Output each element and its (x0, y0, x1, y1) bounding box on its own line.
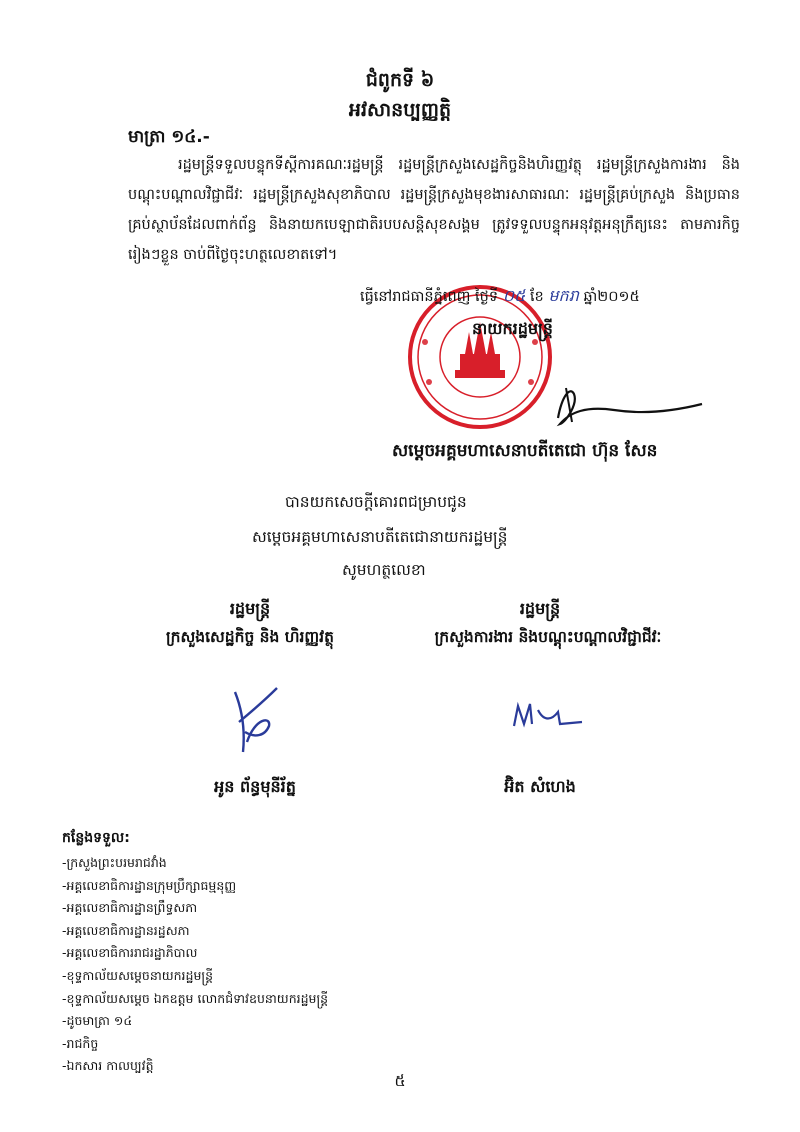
article-label: មាត្រា ១៤.- (128, 127, 210, 147)
cc-item: -រាជកិច្ច (62, 1035, 99, 1051)
submission-line-1: បានយកសេចក្ដីគោរពជម្រាបជូន (285, 493, 467, 511)
minister-2-ministry: ក្រសួងការងារ និងបណ្ដុះបណ្ដាលវិជ្ជាជីវៈ (434, 628, 662, 646)
submission-line-2: សម្ដេចអគ្គមហាសេនាបតីតេជោនាយករដ្ឋមន្ត្រី (252, 528, 508, 546)
cc-item: -ដូចមាត្រា ១៤ (62, 1013, 133, 1029)
minister-1-signature-icon (225, 682, 285, 762)
cc-item: -អគ្គលេខាធិការដ្ឋានក្រុមប្រឹក្សាធម្មនុញ្ញ (62, 877, 237, 893)
cc-item: -អគ្គលេខាធិការដ្ឋានព្រឹទ្ធសភា (62, 900, 198, 916)
cc-item: -អគ្គលេខាធិការរាជរដ្ឋាភិបាល (62, 945, 198, 961)
cc-item: -ខុទ្ទកាល័យសម្ដេចនាយករដ្ឋមន្ត្រី (62, 967, 214, 983)
minister-2-name: អ៊ិត សំហេង (504, 777, 576, 796)
prime-minister-name: សម្ដេចអគ្គមហាសេនាបតីតេជោ ហ៊ុន សែន (392, 441, 658, 461)
dateline-day: ០៥ (502, 286, 526, 305)
minister-2-signature-icon (508, 698, 588, 734)
dateline-month: មករា (548, 286, 579, 305)
prime-minister-signature-icon (530, 378, 710, 438)
prime-minister-title: នាយករដ្ឋមន្ត្រី (472, 319, 553, 338)
dateline-month-label: ខែ (529, 289, 544, 305)
cc-item: -ឯកសារ កាលប្បវត្តិ (62, 1058, 154, 1074)
cc-heading: កន្លែងទទួល: (62, 830, 130, 846)
cc-item: -អគ្គលេខាធិការដ្ឋានរដ្ឋសភា (62, 922, 190, 938)
minister-2-title: រដ្ឋមន្ត្រី (519, 599, 561, 618)
dateline-prefix: ធ្វើនៅរាជធានីភ្នំពេញ ថ្ងៃទី (360, 289, 499, 305)
submission-line-3: សូមហត្ថលេខា (342, 561, 426, 579)
cc-item: -ក្រសួងព្រះបរមរាជវាំង (62, 855, 167, 870)
minister-1-title: រដ្ឋមន្ត្រី (229, 599, 271, 618)
dateline (360, 285, 640, 309)
page-number: ៥ (394, 1071, 406, 1090)
cc-item: -ខុទ្ទកាល័យសម្ដេច ឯកឧត្ដម លោកជំទាវឧបនាយករដ្ឋមន្ត្រី (62, 990, 329, 1006)
chapter-number: ជំពូកទី ៦ (365, 69, 435, 91)
dateline-year: ឆ្នាំ២០១៥ (583, 289, 640, 305)
cc-list (62, 852, 328, 1078)
minister-1-ministry: ក្រសួងសេដ្ឋកិច្ច និង ហិរញ្ញវត្ថុ (166, 628, 334, 646)
minister-1-name: អូន ព័ន្ធមុនីរ័ត្ន (214, 777, 296, 796)
article-body: រដ្ឋមន្ត្រីទទួលបន្ទុកទីស្ដីការគណៈរដ្ឋមន្ត្រី រដ្ឋមន្ត្រីក្រសួងសេដ្ឋកិច្ចនិងហិរញ្ញវត្ថុ រដ្ឋមន្ត្រីក្រសួងការងារ និងបណ្ដុះបណ្ដាលវិជ្ជាជីវៈ រដ្ឋមន្ត្រីក្រសួងសុខាភិបាល រដ្ឋមន្ត្រីក្រសួងមុខងារសាធារណៈ រដ្ឋមន្ត្រីគ្រប់ក្រសួង និងប្រធានគ្រប់ស្ថាប័នដែលពាក់ព័ន្ធ និងនាយកបេឡាជាតិរបបសន្តិសុខសង្គម ត្រូវទទួលបន្ទុកអនុវត្តអនុក្រឹត្យនេះ តាមភារកិច្ចរៀងៗខ្លួន ចាប់ពីថ្ងៃចុះហត្ថលេខាតទៅ។ (128, 157, 740, 263)
chapter-title: អវសានប្បញ្ញត្តិ (348, 99, 452, 121)
